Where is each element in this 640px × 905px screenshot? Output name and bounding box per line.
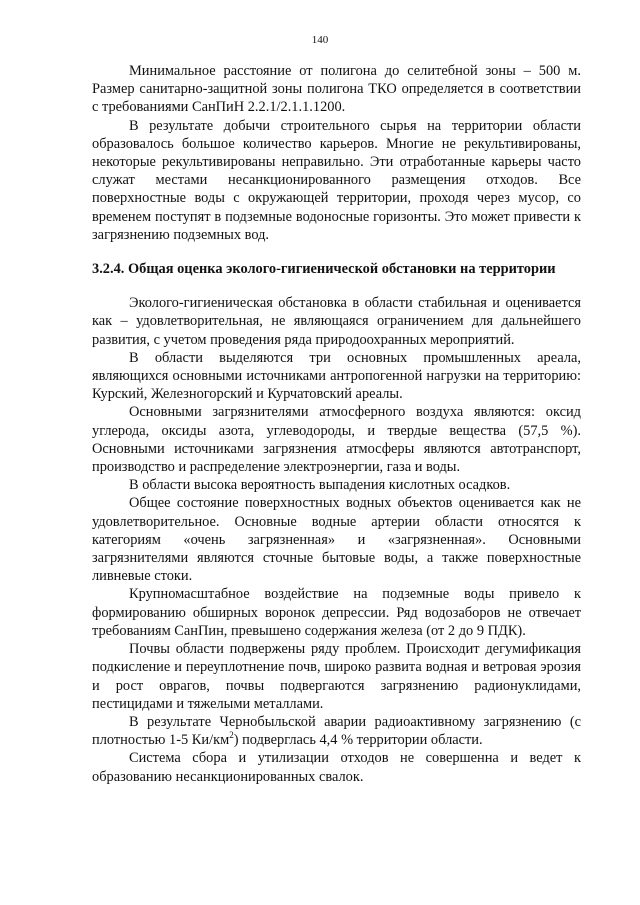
paragraph-quarries: В результате добычи строительного сырья на территории области образовалось большое количество карьеров. Многие не рекультивированы, некоторые рекультивированы неправильно. Эти отработанные карьеры часто служат местами несанкционированного размещения отходов. Все поверхностные воды с окружающей территории, проходя через мусор, со временем поступят в подземные водоносные горизонты. Это может привести к загрязнению подземных вод. — [92, 117, 581, 243]
superscript-squared: 2 — [229, 730, 234, 741]
paragraph-acid-rain: В области высока вероятность выпадения кислотных осадков. — [129, 477, 511, 494]
paragraph-surface-water: Общее состояние поверхностных водных объектов оценивается как не удовлетворительное. Основные водные артерии области относятся к категориям «очень загрязненная» и «загрязненная». Основными загрязнителями являются сточные бытовые воды, а также поверхностные ливневые стоки. — [92, 495, 581, 585]
page-number: 140 — [311, 34, 329, 46]
section-heading: 3.2.4. Общая оценка эколого-гигиенической обстановки на территории — [92, 261, 556, 278]
paragraph-eco-situation: Эколого-гигиеническая обстановка в области стабильная и оценивается как – удовлетворительная, не являющаяся ограничением для дальнейшего развития, с учетом проведения ряда природоохранных мероприятий. — [92, 295, 581, 348]
paragraph-air-pollutants: Основными загрязнителями атмосферного воздуха являются: оксид углерода, оксиды азота, углеводороды, и твердые вещества (57,5 %). Основными источниками загрязнения атмосферы являются автотранспорт, производство и распределение электроэнергии, газа и воды. — [92, 404, 581, 476]
paragraph-chernobyl — [92, 713, 581, 749]
paragraph-landfill-distance: Минимальное расстояние от полигона до селитебной зоны – 500 м. Размер санитарно-защитной зоны полигона ТКО определяется в соответствии с требованиями СанПиН 2.2.1/2.1.1.1200. — [92, 63, 581, 116]
page-content — [92, 62, 581, 786]
chernobyl-text-start: В результате Чернобыльской аварии радиоактивному загрязнению (с плотностью 1-5 Ки/км — [92, 713, 581, 749]
paragraph-waste-system: Система сбора и утилизации отходов не совершенна и ведет к образованию несанкционированных свалок. — [92, 750, 581, 785]
chernobyl-text-end: ) подверглась 4,4 % территории области. — [233, 732, 483, 749]
paragraph-soils: Почвы области подвержены ряду проблем. Происходит дегумификация подкисление и переуплотнение почв, широко развита водная и ветровая эрозия и рост оврагов, почвы подвергаются загрязнению радионуклидами, пестицидами и тяжелыми металлами. — [92, 641, 581, 712]
paragraph-industrial-areas: В области выделяются три основных промышленных ареала, являющихся основными источниками антропогенной нагрузки на территорию: Курский, Железногорский и Курчатовский ареалы. — [92, 349, 581, 403]
paragraph-groundwater: Крупномасштабное воздействие на подземные воды привело к формированию обширных воронок депрессии. Ряд водозаборов не отвечает требованиям СанПин, превышено содержания железа (от 2 до 9 ПДК). — [92, 586, 581, 639]
